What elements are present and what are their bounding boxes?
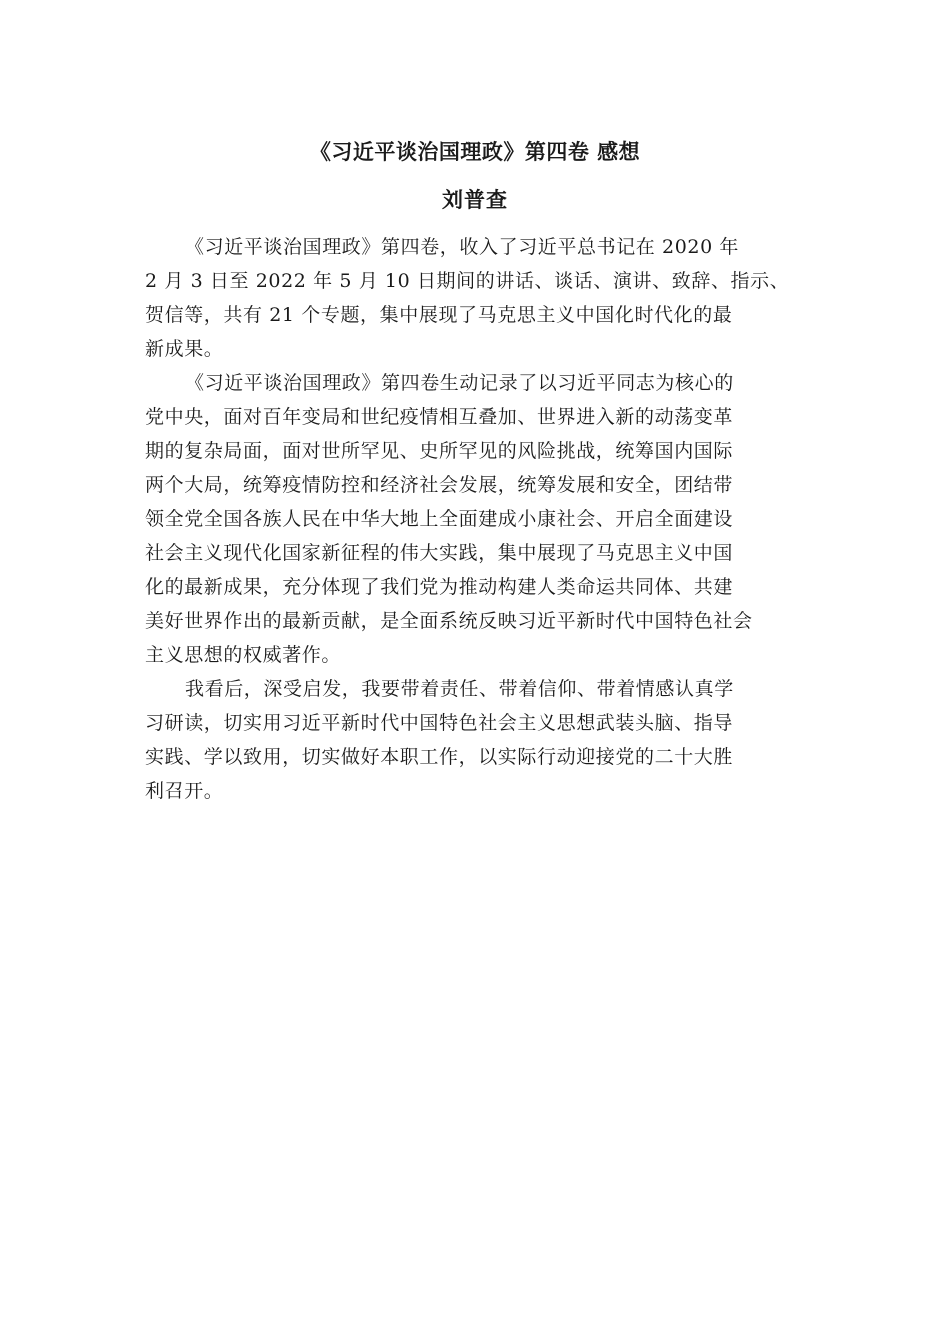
document-body — [145, 230, 825, 808]
text-line: 化的最新成果，充分体现了我们党为推动构建人类命运共同体、共建 — [145, 576, 734, 598]
text-line: 期的复杂局面，面对世所罕见、史所罕见的风险挑战，统筹国内国际 — [145, 440, 734, 462]
text-line: 贺信等，共有 21 个专题，集中展现了马克思主义中国化时代化的最 — [145, 304, 733, 326]
document-title: 《习近平谈治国理政》第四卷 感想 — [309, 140, 641, 164]
text-line: 实践、学以致用，切实做好本职工作，以实际行动迎接党的二十大胜 — [145, 746, 734, 768]
paragraph-2 — [145, 366, 825, 672]
text-line: 主义思想的权威著作。 — [145, 644, 342, 666]
paragraph-3 — [145, 672, 825, 808]
text-line: 我看后，深受启发，我要带着责任、带着信仰、带着情感认真学 — [185, 678, 734, 700]
text-line: 《习近平谈治国理政》第四卷，收入了习近平总书记在 2020 年 — [185, 236, 740, 258]
paragraph-1 — [145, 230, 825, 366]
text-line: 利召开。 — [145, 780, 224, 802]
text-line: 党中央，面对百年变局和世纪疫情相互叠加、世界进入新的动荡变革 — [145, 406, 734, 428]
text-line: 两个大局，统筹疫情防控和经济社会发展，统筹发展和安全，团结带 — [145, 474, 734, 496]
text-line: 习研读，切实用习近平新时代中国特色社会主义思想武装头脑、指导 — [145, 712, 734, 734]
text-line: 领全党全国各族人民在中华大地上全面建成小康社会、开启全面建设 — [145, 508, 734, 530]
text-line: 新成果。 — [145, 338, 224, 360]
text-line: 社会主义现代化国家新征程的伟大实践，集中展现了马克思主义中国 — [145, 542, 734, 564]
text-line: 美好世界作出的最新贡献，是全面系统反映习近平新时代中国特色社会 — [145, 610, 753, 632]
text-line: 2 月 3 日至 2022 年 5 月 10 日期间的讲话、谈话、演讲、致辞、指示、 — [145, 270, 790, 292]
document-author: 刘普查 — [442, 188, 508, 212]
text-line: 《习近平谈治国理政》第四卷生动记录了以习近平同志为核心的 — [185, 372, 734, 394]
